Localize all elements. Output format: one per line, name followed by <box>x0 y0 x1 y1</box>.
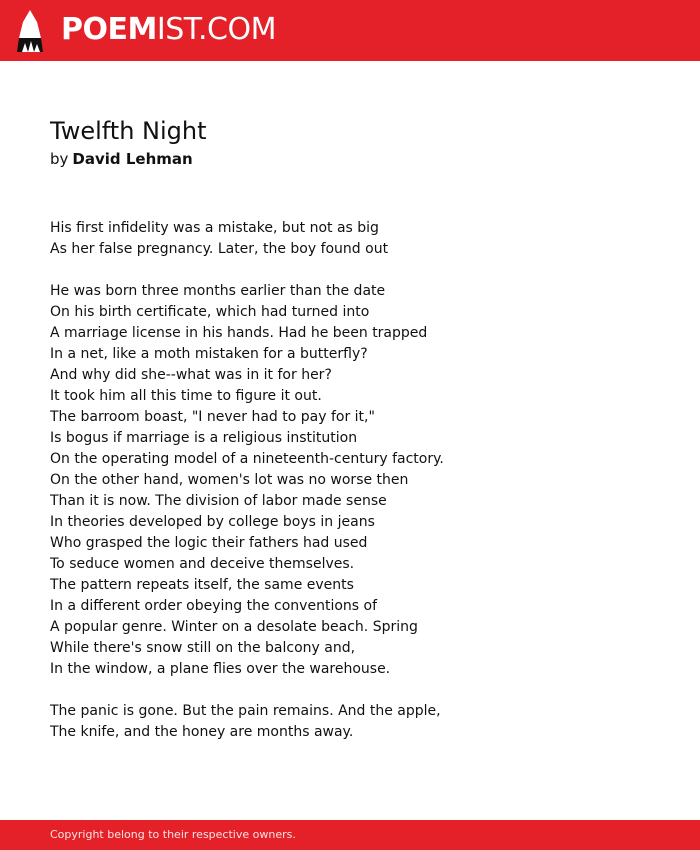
poem-line: The knife, and the honey are months away. <box>50 724 354 740</box>
poem-byline <box>50 148 193 170</box>
poem-line: A marriage license in his hands. Had he been trapped <box>50 325 428 341</box>
poem-line: And why did she--what was in it for her? <box>50 367 332 383</box>
site-logo[interactable] <box>61 12 276 48</box>
poem-title: Twelfth Night <box>50 117 207 145</box>
poem-line: In the window, a plane flies over the warehouse. <box>50 661 391 677</box>
pencil-icon[interactable] <box>17 10 43 52</box>
poem-body <box>50 218 670 764</box>
poem-stanza <box>50 218 670 260</box>
poem-line: On his birth certificate, which had turned into <box>50 304 370 320</box>
poem-line: Who grasped the logic their fathers had used <box>50 535 368 551</box>
poem-line: The pattern repeats itself, the same events <box>50 577 354 593</box>
poem-line: A popular genre. Winter on a desolate beach. Spring <box>50 619 418 635</box>
poem-line: In a net, like a moth mistaken for a butterfly? <box>50 346 368 362</box>
poem-line: Than it is now. The division of labor made sense <box>50 493 387 509</box>
poem-line: As her false pregnancy. Later, the boy found out <box>50 241 389 257</box>
poem-author: David Lehman <box>72 150 193 168</box>
by-label: by <box>50 150 69 168</box>
poem-stanza <box>50 701 670 743</box>
poem-line: On the operating model of a nineteenth-century factory. <box>50 451 444 467</box>
poem-line: His first infidelity was a mistake, but not as big <box>50 220 379 236</box>
poem-line: Is bogus if marriage is a religious institution <box>50 430 358 446</box>
poem-line: On the other hand, women's lot was no worse then <box>50 472 409 488</box>
logo-name-bold: POEM <box>61 12 157 47</box>
poem-stanza <box>50 281 670 680</box>
copyright-notice: Copyright belong to their respective owners. <box>50 828 296 841</box>
poem-line: In a different order obeying the conventions of <box>50 598 378 614</box>
site-header <box>0 0 700 61</box>
poem-line: To seduce women and deceive themselves. <box>50 556 355 572</box>
site-footer <box>0 820 700 850</box>
logo-name-light: IST.COM <box>156 12 276 47</box>
poem-line: In theories developed by college boys in jeans <box>50 514 375 530</box>
poem-line: The barroom boast, "I never had to pay for it," <box>50 409 375 425</box>
poem-line: The panic is gone. But the pain remains. And the apple, <box>50 703 441 719</box>
poem-line: He was born three months earlier than the date <box>50 283 386 299</box>
poem-line: While there's snow still on the balcony and, <box>50 640 356 656</box>
poem-line: It took him all this time to figure it out. <box>50 388 322 404</box>
